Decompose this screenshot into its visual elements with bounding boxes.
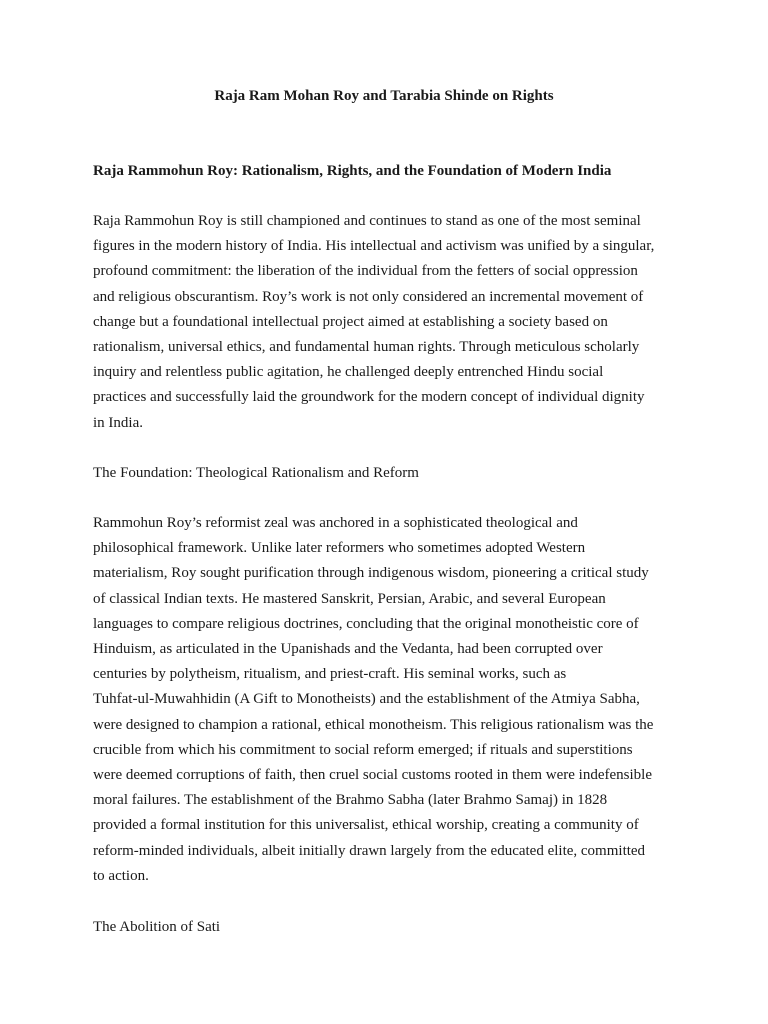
paragraph-introduction xyxy=(93,209,693,436)
paragraph-line: centuries by polytheism, ritualism, and priest-craft. His seminal works, such as xyxy=(93,666,567,683)
paragraph-line: in India. xyxy=(93,414,143,431)
paragraph-line: figures in the modern history of India. His intellectual and activism was unified by a singular, xyxy=(93,238,655,255)
paragraph-foundation xyxy=(93,511,693,889)
paragraph-line: Rammohun Roy’s reformist zeal was anchored in a sophisticated theological and xyxy=(93,515,578,531)
paragraph-line: crucible from which his commitment to social reform emerged; if rituals and superstitions xyxy=(93,741,633,758)
paragraph-line: were deemed corruptions of faith, then cruel social customs rooted in them were indefensible xyxy=(93,767,652,784)
paragraph-line: philosophical framework. Unlike later reformers who sometimes adopted Western xyxy=(93,540,586,557)
paragraph-line: Raja Rammohun Roy is still championed and continues to stand as one of the most seminal xyxy=(93,213,641,229)
subheading-foundation: The Foundation: Theological Rationalism and Reform xyxy=(93,465,419,481)
paragraph-line: reform-minded individuals, albeit initially drawn largely from the educated elite, committed xyxy=(93,842,646,859)
paragraph-line: and religious obscurantism. Roy’s work is not only considered an incremental movement of xyxy=(93,288,644,305)
paragraph-line: moral failures. The establishment of the Brahmo Sabha (later Brahmo Samaj) in 1828 xyxy=(93,792,608,809)
paragraph-line: provided a formal institution for this universalist, ethical worship, creating a community of xyxy=(93,817,639,834)
paragraph-line: languages to compare religious doctrines, concluding that the original monotheistic core of xyxy=(93,615,639,632)
paragraph-line: practices and successfully laid the groundwork for the modern concept of individual dignity xyxy=(93,389,645,406)
subheading-sati: The Abolition of Sati xyxy=(93,919,221,935)
paragraph-line: inquiry and relentless public agitation, he challenged deeply entrenched Hindu social xyxy=(93,364,604,381)
document-title: Raja Ram Mohan Roy and Tarabia Shinde on Rights xyxy=(214,88,554,104)
paragraph-line: were designed to champion a rational, ethical monotheism. This religious rationalism was the xyxy=(93,716,654,733)
paragraph-line: to action. xyxy=(93,867,149,884)
paragraph-line: materialism, Roy sought purification through indigenous wisdom, pioneering a critical study xyxy=(93,565,649,582)
paragraph-line: profound commitment: the liberation of the individual from the fetters of social oppression xyxy=(93,263,638,280)
paragraph-line: rationalism, universal ethics, and fundamental human rights. Through meticulous scholarly xyxy=(93,339,640,356)
paragraph-line: Tuhfat-ul-Muwahhidin (A Gift to Monotheists) and the establishment of the Atmiya Sabha, xyxy=(93,691,640,708)
section-heading: Raja Rammohun Roy: Rationalism, Rights, and the Foundation of Modern India xyxy=(93,163,612,179)
paragraph-line: change but a foundational intellectual project aimed at establishing a society based on xyxy=(93,313,608,330)
paragraph-line: of classical Indian texts. He mastered Sanskrit, Persian, Arabic, and several European xyxy=(93,590,606,607)
paragraph-line: Hinduism, as articulated in the Upanishads and the Vedanta, had been corrupted over xyxy=(93,641,603,658)
